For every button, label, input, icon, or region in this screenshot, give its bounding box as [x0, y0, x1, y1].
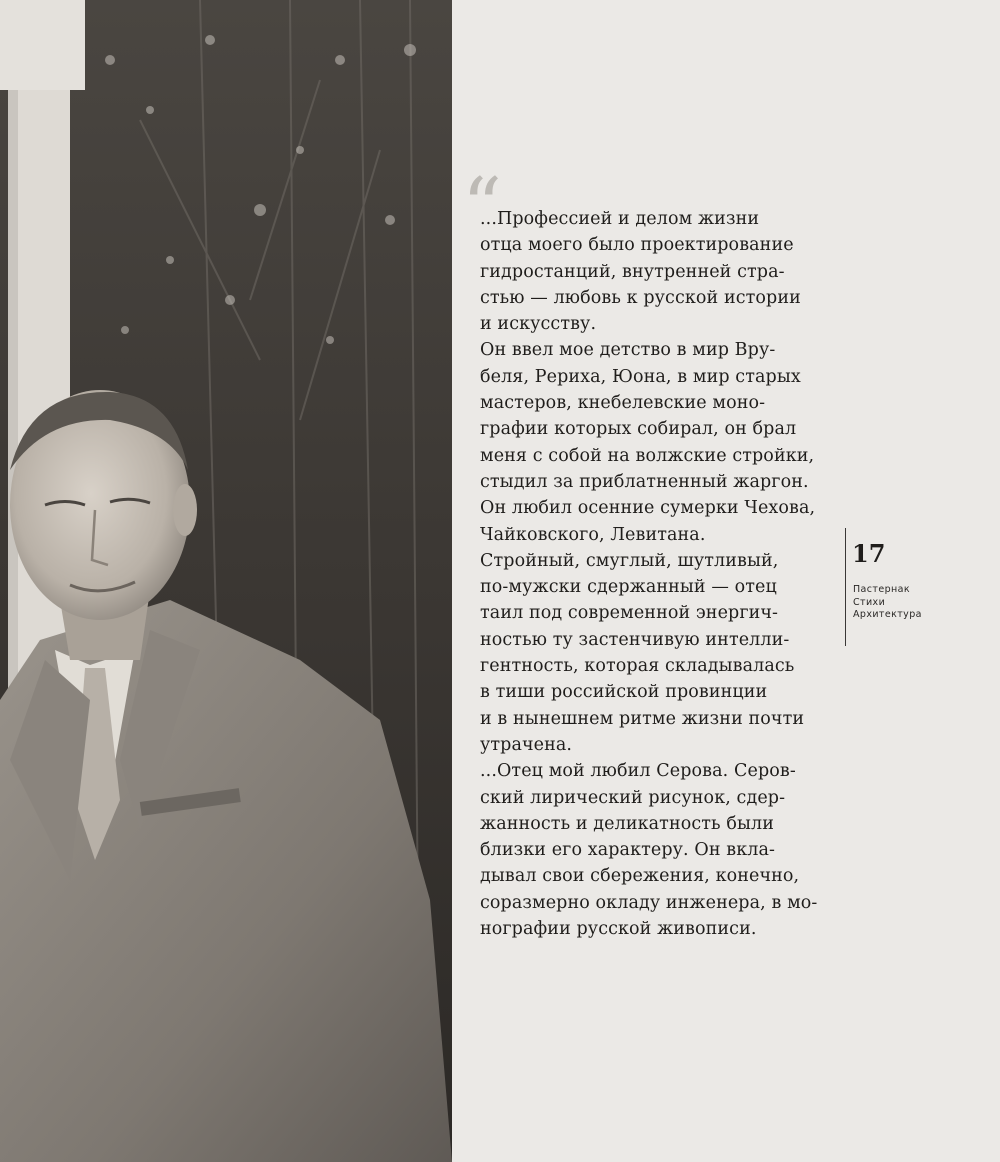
text-line: близки его характеру. Он вкла- — [480, 840, 776, 861]
text-line: Он любил осенние сумерки Чехова, — [480, 498, 816, 519]
text-line: Чайковского, Левитана. — [480, 524, 706, 545]
running-header-author: Пастернак — [853, 584, 910, 595]
article-body — [480, 206, 820, 942]
opening-quote-mark: “ — [462, 162, 502, 252]
text-line: ...Профессией и делом жизни — [480, 209, 760, 229]
text-line: утрачена. — [480, 734, 573, 755]
text-line: Стройный, смуглый, шутливый, — [480, 550, 779, 571]
text-line: беля, Рериха, Юона, в мир старых — [480, 366, 801, 387]
text-line: ский лирический рисунок, сдер- — [480, 787, 786, 808]
running-header-poems: Стихи — [853, 596, 886, 608]
text-line: нографии русской живописи. — [480, 919, 757, 940]
text-line: соразмерно окладу инженера, в мо- — [480, 892, 818, 913]
text-line: жанность и деликатность были — [480, 813, 774, 834]
text-line: ностью ту застенчивую интелли- — [480, 629, 790, 650]
portrait-photo — [0, 0, 452, 1162]
text-line: гентность, которая складывалась — [480, 656, 795, 677]
folio-divider — [845, 528, 846, 646]
text-line: ...Отец мой любил Серова. Серов- — [480, 761, 796, 782]
text-line: таил под современной энергич- — [480, 603, 779, 624]
text-line: гидростанций, внутренней стра- — [480, 261, 785, 282]
text-line: мастеров, кнебелевские моно- — [480, 393, 766, 414]
text-line: отца моего было проектирование — [480, 235, 794, 256]
text-line: меня с собой на волжские стройки, — [480, 445, 815, 466]
text-line: графии которых собирал, он брал — [480, 419, 797, 440]
page-number: 17 — [852, 539, 886, 568]
text-line: стью — любовь к русской истории — [480, 287, 801, 308]
text-line: дывал свои сбережения, конечно, — [480, 866, 800, 887]
text-line: и в нынешнем ритме жизни почти — [480, 708, 805, 729]
text-line: в тиши российской провинции — [480, 682, 768, 703]
running-header — [853, 584, 922, 622]
text-line: по-мужски сдержанный — отец — [480, 577, 777, 598]
text-line: Он ввел мое детство в мир Вру- — [480, 340, 776, 361]
running-header-architecture: Архитектура — [853, 609, 922, 620]
text-line: и искусству. — [480, 314, 597, 335]
text-line: стыдил за приблатненный жаргон. — [480, 471, 809, 492]
